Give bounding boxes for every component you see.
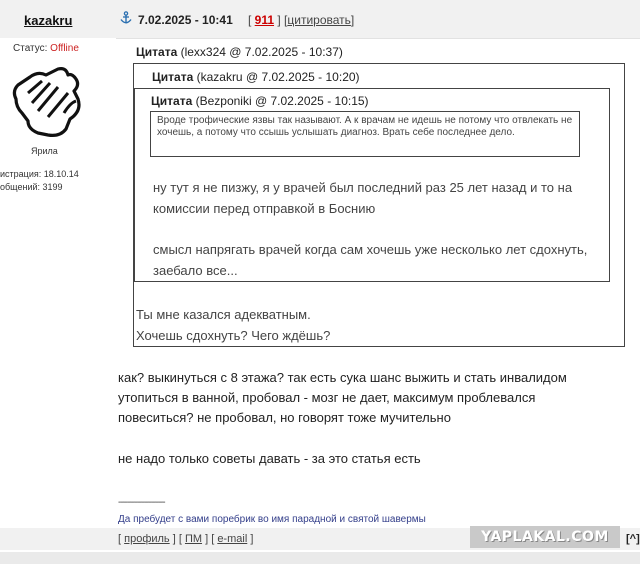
quote2-title	[152, 70, 360, 84]
quote1-source: (lexx324 @ 7.02.2025 - 10:37)	[180, 45, 343, 59]
user-meta	[0, 168, 79, 194]
quote3-label: Цитата	[151, 94, 193, 108]
message-count: общений: 3199	[0, 182, 63, 192]
post-body-line: не надо только советы давать - за это статья есть	[118, 451, 421, 466]
pm-link[interactable]: ПМ	[184, 533, 203, 545]
quote3-title	[151, 94, 369, 108]
bottom-divider	[0, 552, 640, 564]
post-date: 7.02.2025 - 10:41	[138, 13, 233, 27]
post-body-line: повеситься? не пробовал, но говорят тоже мучительно	[118, 410, 451, 425]
email-link[interactable]: e-mail	[217, 533, 248, 545]
post-content	[116, 38, 640, 528]
footer-links: [ профиль ] [ ПМ ] [ e-mail ]	[118, 533, 254, 545]
anchor-icon[interactable]	[119, 11, 133, 25]
profile-link[interactable]: профиль	[124, 533, 170, 545]
status-label: Статус:	[13, 43, 48, 54]
signature-separator: --------------------	[118, 497, 165, 508]
quote2-paragraph: ну тут я не пизжу, я у врачей был последний раз 25 лет назад и то на комиссии перед отправкой в Боснию	[153, 180, 573, 216]
author-name[interactable]: kazakru	[24, 13, 73, 28]
post-body-line: как? выкинуться с 8 этажа? так есть сука шанс выжить и стать инвалидом	[118, 370, 567, 385]
signature-text: Да пребудет с вами поребрик во имя парадной и святой шавермы	[118, 514, 426, 525]
quote3-source: (Bezponiki @ 7.02.2025 - 10:15)	[195, 94, 369, 108]
user-sidebar	[0, 38, 116, 528]
registration-date: истрация: 18.10.14	[0, 169, 79, 179]
post-header	[0, 0, 640, 39]
scroll-to-top-link[interactable]: [^]	[626, 533, 640, 545]
quote3-box	[150, 111, 580, 157]
post-number-link[interactable]: 911	[254, 13, 275, 27]
quote2-source: (kazakru @ 7.02.2025 - 10:20)	[196, 70, 360, 84]
user-title: Ярила	[31, 146, 58, 156]
quote1-box	[133, 63, 625, 347]
post-body	[118, 368, 618, 469]
quote1-line: Хочешь сдохнуть? Чего ждёшь?	[136, 328, 331, 343]
status-value: Offline	[50, 43, 79, 54]
facepalm-hand-avatar[interactable]	[8, 63, 86, 141]
quote1-line: Ты мне казался адекватным.	[136, 307, 311, 322]
quote2-label: Цитата	[152, 70, 194, 84]
quote3-text: Вроде трофические язвы так называют. А к врачам не идешь не потому что отвлекать не хочешь, а потому что ссышь услышать диагноз. Врать себе последнее дело.	[157, 115, 573, 138]
user-status	[13, 43, 79, 54]
quote-link[interactable]: цитировать	[287, 13, 351, 27]
quote1-label: Цитата	[136, 45, 178, 59]
quote2-paragraph: смысл напрягать врачей когда сам хочешь уже несколько лет сдохнуть, заебало все...	[153, 242, 588, 278]
quote1-title	[136, 45, 343, 59]
post-body-line: утопиться в ванной, пробовал - мозг не дает, максимум проблевался	[118, 390, 536, 405]
post-actions: [ 911 ] [цитировать]	[248, 13, 355, 27]
quote1-body	[136, 304, 616, 346]
site-watermark: YAPLAKAL.COM	[470, 526, 620, 548]
quote2-box	[134, 88, 610, 282]
quote2-body	[153, 177, 603, 301]
